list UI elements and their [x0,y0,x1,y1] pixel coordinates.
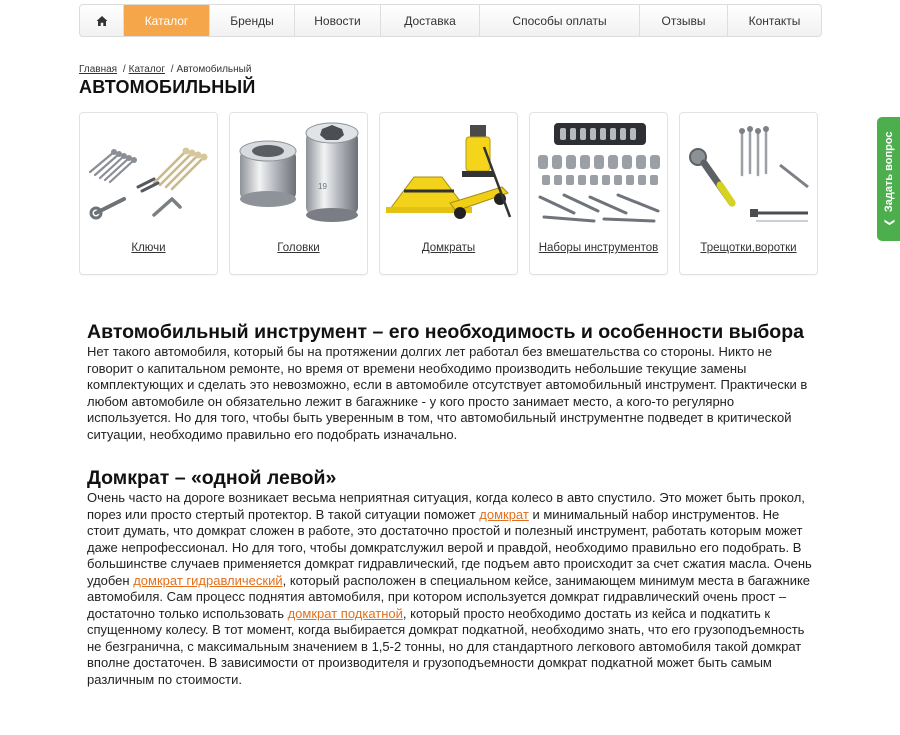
nav-item-news[interactable]: Новости [295,5,381,36]
ask-question-text: Задать вопрос [882,131,895,213]
category-card-sockets[interactable] [229,112,368,275]
text-fragment: , который расположен в специальном кейсе, занимающем минимум места в багажнике автомобиля. Сам процесс поднятия автомобиля, при котором используется домкрат гидравлический очень прост – достаточно только использовать [87,572,811,621]
breadcrumb [79,64,251,75]
sockets-icon [234,117,364,227]
wrenches-icon [84,117,214,227]
section-heading-jack: Домкрат – «одной левой» [87,467,337,489]
text-fragment: , который просто необходимо достать из кейса и подкатить к спущенному колесу. В тот момент, когда выбирается домкрат подкатной, необходимо знать, что его грузоподъемность не безгранична, с максимальным значением в 1,5-2 тонны, но для стандартного легкового автомобиля такой домкрат вполне достаточен. В зависимости от производителя и грузоподъемности домкрат подкатной может быть самым различным по стоимости. [87,605,805,687]
nav-item-contacts[interactable]: Контакты [748,13,801,28]
ratchet-icon [684,117,814,227]
category-grid [79,112,818,275]
toolset-icon [534,117,664,227]
ask-question-label [883,131,895,226]
link-hydraulic-jack[interactable]: домкрат гидравлический [133,572,283,588]
breadcrumb-current: Автомобильный [176,64,252,75]
nav-item-reviews[interactable]: Отзывы [640,5,728,36]
nav-item-delivery[interactable]: Доставка [381,5,480,36]
svg-text:19: 19 [318,182,327,191]
category-card-wrenches[interactable] [79,112,218,275]
category-label-ratchets[interactable]: Трещотки,воротки [700,242,797,254]
text-fragment: Очень часто на дороге возникает весьма неприятная ситуация, когда колесо в авто спустило. Это может быть прокол, порез или просто стертый протектор. В такой ситуации поможет [87,490,805,522]
category-card-jacks[interactable] [379,112,518,275]
main-nav [79,4,822,37]
nav-item-brands[interactable]: Бренды [210,5,295,36]
category-card-ratchets[interactable] [679,112,818,275]
category-label-toolsets[interactable]: Наборы инструментов [538,242,659,254]
section-text-jack [87,490,815,688]
link-trolley-jack[interactable]: домкрат подкатной [287,605,403,621]
nav-home-button[interactable] [80,5,124,36]
category-label-sockets[interactable]: Головки [277,242,320,254]
category-label-jacks[interactable]: Домкраты [421,242,476,254]
article [87,322,815,688]
text-fragment: и минимальный набор инструментов. Не стоит думать, что домкрат сложен в работе, это достаточно простой и полезный инструмент, работать которым может даже непрофессионал. Но для того, чтобы домкратслужил верой и правдой, необходимо правильно его подобрать. В большинстве случаев применяется домкрат гидравлический, где подъем авто происходит за счет сжатия масла. Очень удобен [87,506,812,588]
breadcrumb-separator: / [122,64,126,75]
ask-question-tab[interactable] [877,117,900,241]
breadcrumb-catalog-link[interactable]: Каталог [128,64,165,75]
chevron-up-icon: ❮ [883,218,894,227]
section-heading-tools: Автомобильный инструмент – его необходимость и особенности выбора [87,321,804,343]
jacks-icon [384,117,514,227]
breadcrumb-home-link[interactable]: Главная [79,64,118,75]
link-jack[interactable]: домкрат [479,506,529,522]
nav-item-payment[interactable]: Способы оплаты [480,5,640,36]
category-card-toolsets[interactable] [529,112,668,275]
home-icon [96,15,108,27]
nav-item-catalog[interactable]: Каталог [124,5,210,36]
category-label-wrenches[interactable]: Ключи [131,242,166,254]
page-title: АВТОМОБИЛЬНЫЙ [79,77,256,97]
section-text-tools: Нет такого автомобиля, который бы на протяжении долгих лет работал без вмешательства со стороны. Никто не говорит о капитальном ремонте, но время от времени необходимо производить небольшие текущие замены комплектующих и сделать это невозможно, если в автомобиле отсутствует автомобильный инструмент. Практически в любом автомобиле он обязательно лежит в багажнике - у кого просто занимает место, а кого-то регулярно используется. Но для того, чтобы быть уверенным в том, что автомобильный инструментне подведет в критической ситуации, необходимо правильно его подобрать изначально. [87,344,808,442]
breadcrumb-separator: / [170,64,174,75]
